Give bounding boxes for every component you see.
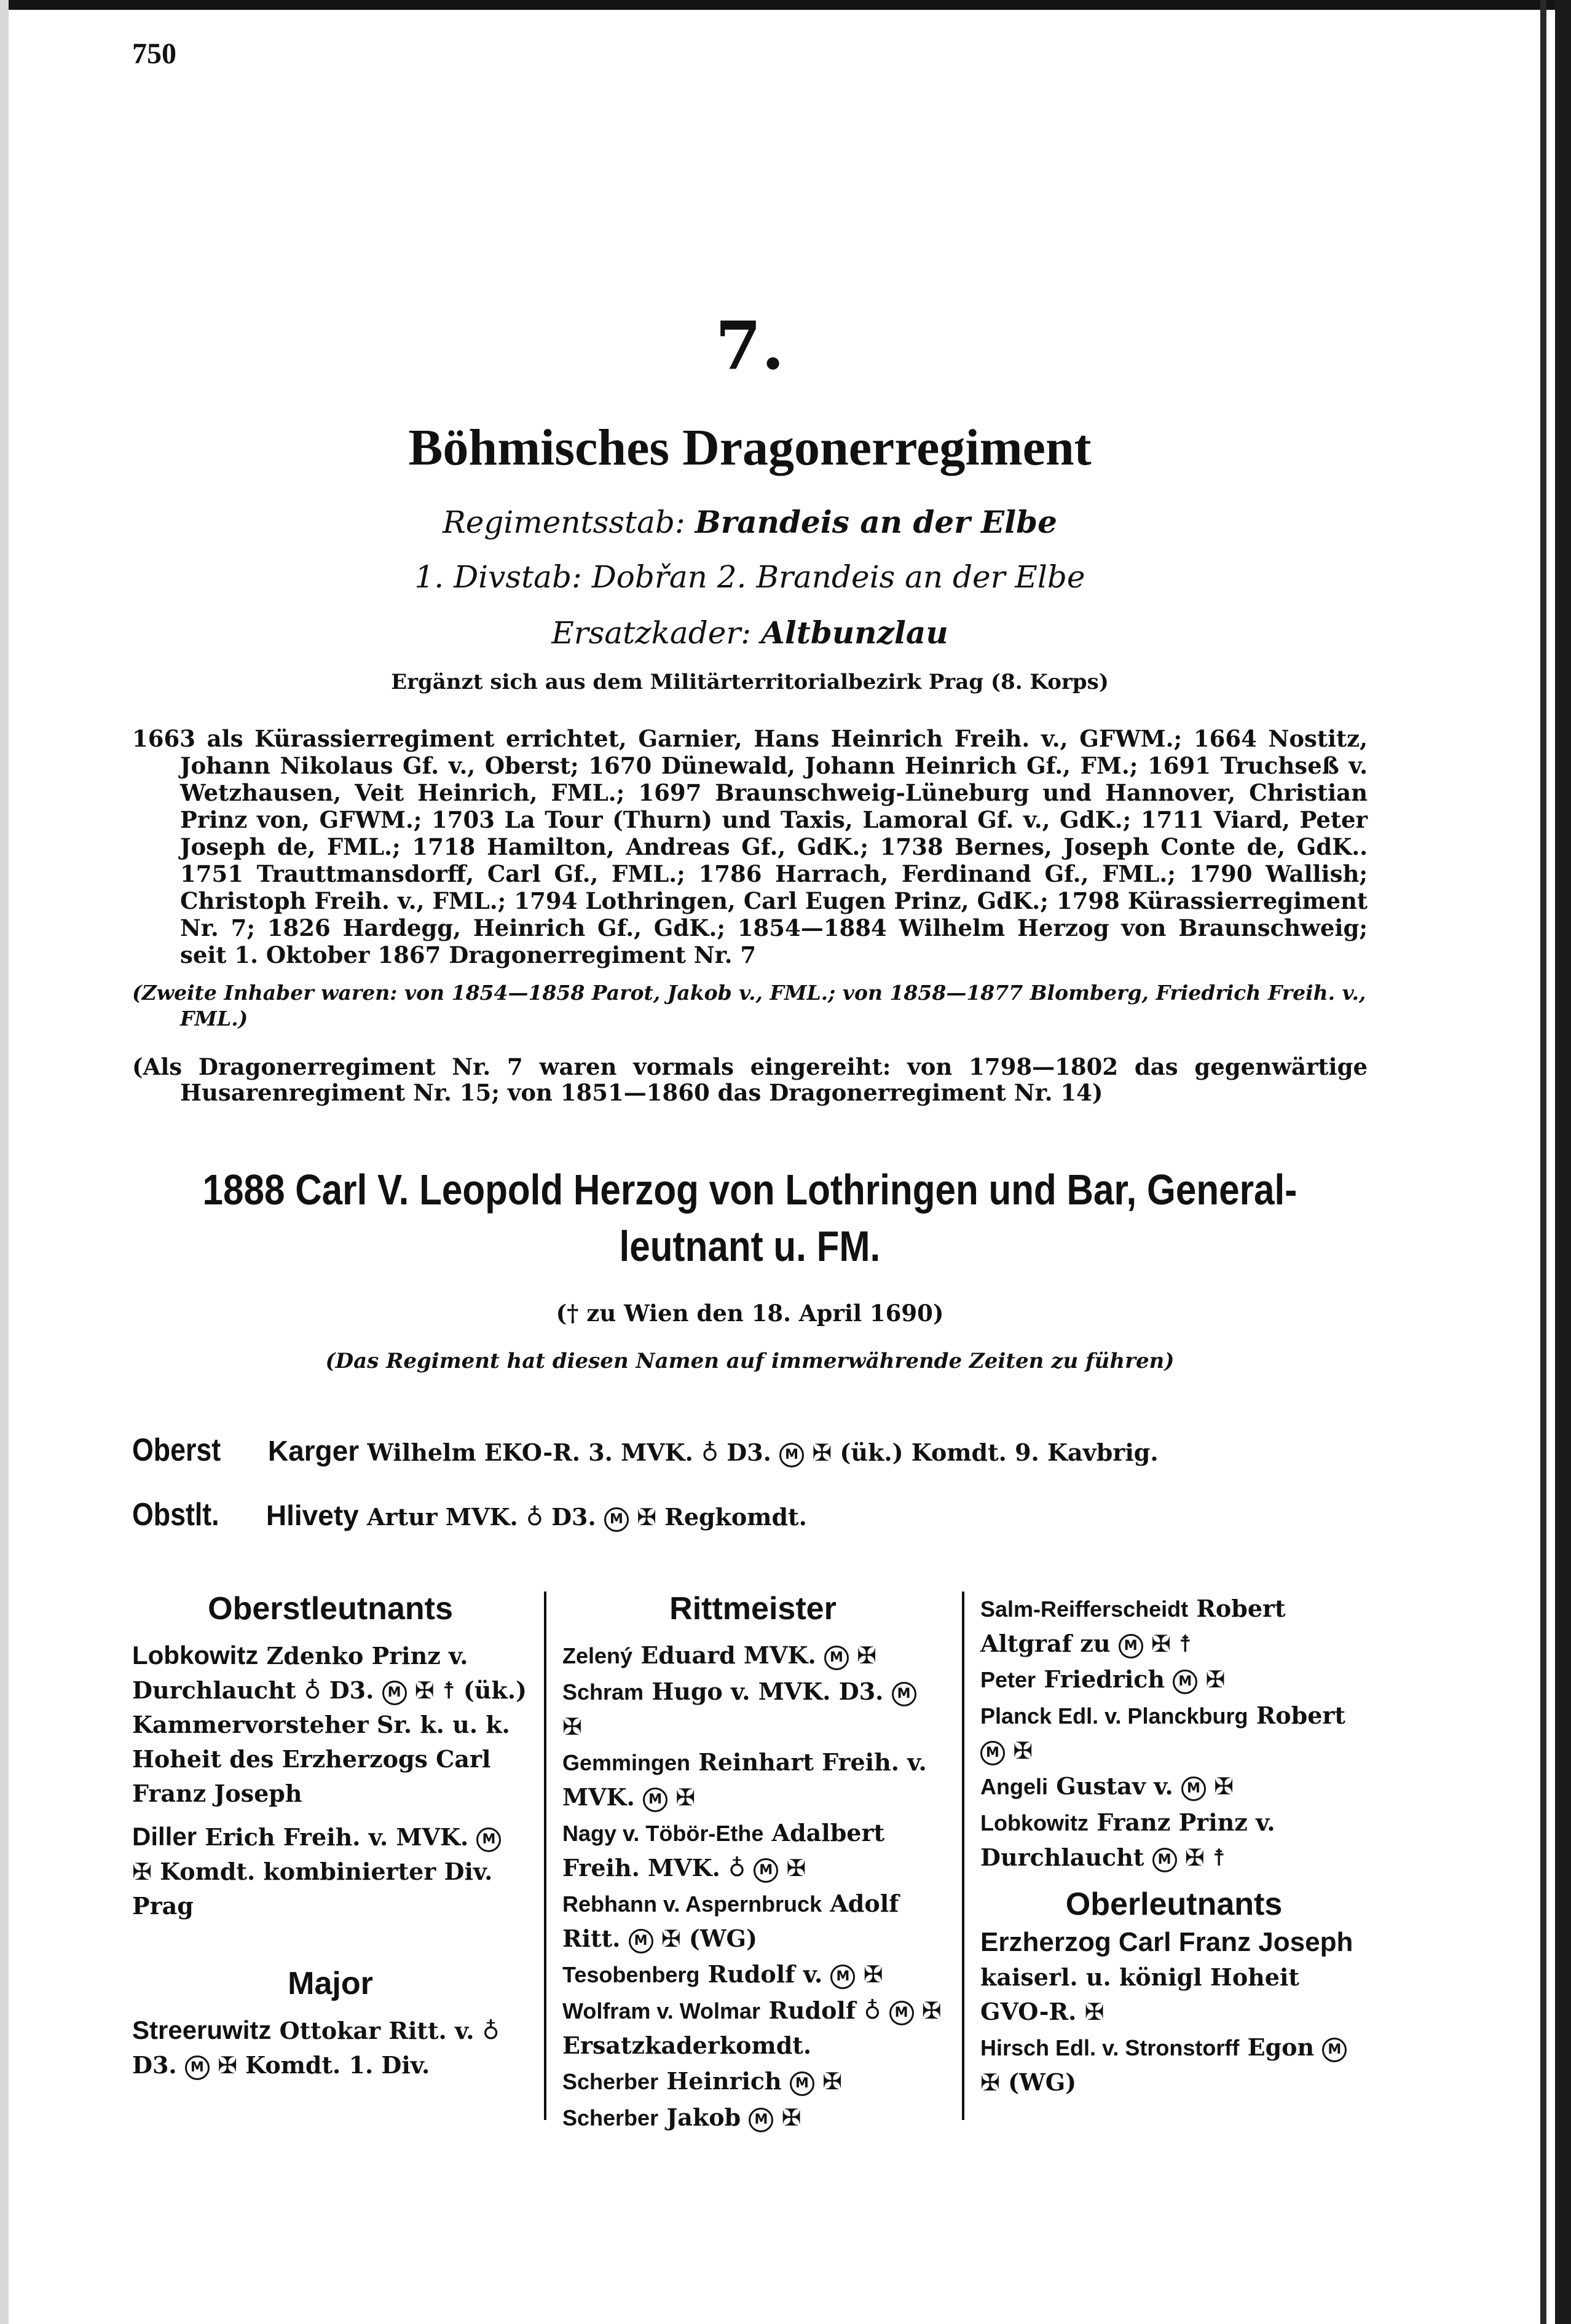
officer-details: Jakob xyxy=(666,2103,741,2131)
order-icon: ♁ xyxy=(526,1504,543,1531)
cross-icon: ✠ xyxy=(863,1961,883,1988)
medal-icon: M xyxy=(382,1681,407,1705)
officer-name: Schram xyxy=(562,1679,644,1705)
officer-name: Scherber xyxy=(562,2105,659,2130)
regiment-number: 7. xyxy=(715,307,785,385)
owner-line-1: 1888 Carl V. Leopold Herzog von Lothringen und Bar, General- xyxy=(202,1166,1297,1214)
medal-icon: M xyxy=(1173,1670,1197,1694)
officer-details: Franz Prinz v. Durchlaucht xyxy=(980,1808,1275,1871)
order-icon: ♁ xyxy=(728,1855,746,1882)
list-item xyxy=(980,1925,1368,2029)
cross-icon: ✠ xyxy=(980,2069,1000,2096)
cross-icon: ✠ xyxy=(812,1439,832,1466)
ersatzkader-line xyxy=(132,614,1368,651)
cross-icon: ✠ xyxy=(562,1713,582,1740)
cross-icon: ✠ xyxy=(786,1855,806,1882)
officer-details: Zdenko Prinz v. Durchlaucht xyxy=(132,1642,468,1704)
officer-assignment: (WG) xyxy=(688,1925,757,1952)
officer-details: Ottokar Ritt. v. xyxy=(279,2017,474,2044)
officer-details: Artur MVK. xyxy=(367,1503,518,1531)
officer-details: Wilhelm EKO-R. 3. MVK. xyxy=(367,1439,693,1466)
officer-assignment: (ük.) Kammervorsteher Sr. k. u. k. Hoheit des Erzherzogs Carl Franz Joseph xyxy=(132,1676,527,1807)
officer-name: Diller xyxy=(132,1822,197,1851)
medal-icon: M xyxy=(476,1827,501,1852)
regimentsstab-line xyxy=(132,504,1368,540)
officer-name: Tesobenberg xyxy=(562,1962,700,1987)
list-item xyxy=(980,1698,1368,1768)
medal-icon: M xyxy=(749,2108,773,2132)
list-item xyxy=(980,1592,1368,1661)
regiment-name-note: (Das Regiment hat diesen Namen auf immerwährende Zeiten zu führen) xyxy=(325,1349,1175,1373)
oberleutnants-heading: Oberleutnants xyxy=(1065,1886,1283,1922)
officer-name: Zelený xyxy=(562,1643,633,1668)
cross-icon: ✠ xyxy=(218,2052,237,2079)
cross-icon: ✠ xyxy=(661,1925,681,1952)
order-icon: ♁ xyxy=(304,1677,321,1704)
officer-name: Angeli xyxy=(980,1774,1049,1799)
list-item xyxy=(562,1957,943,1992)
officer-name: Planck Edl. v. Planckburg xyxy=(980,1703,1248,1729)
order-icon: ♁ xyxy=(482,2017,500,2044)
officer-details: Gustav v. xyxy=(1056,1772,1173,1800)
officer-name: Rebhann v. Aspernbruck xyxy=(562,1891,822,1917)
cross-icon: ✠ xyxy=(132,1858,152,1885)
list-item xyxy=(562,1993,943,2063)
cross-icon: ✠ xyxy=(1151,1630,1171,1657)
cross-icon: ✠ xyxy=(921,1997,942,2024)
cross-icon: ✠ xyxy=(1013,1737,1033,1764)
officer-details: Erich Freih. v. MVK. xyxy=(205,1823,469,1851)
regiment-title: Böhmisches Dragonerregiment xyxy=(408,419,1092,476)
cross2-icon: ☨ xyxy=(1179,1630,1192,1657)
list-item xyxy=(562,1638,943,1673)
medal-icon: M xyxy=(185,2055,210,2080)
column-3 xyxy=(980,1592,1368,2101)
officer-details: Rudolf xyxy=(768,1996,856,2024)
medal-icon: M xyxy=(1119,1634,1143,1659)
decoration-label: D3. xyxy=(132,2051,177,2079)
officer-assignment: Regkomdt. xyxy=(664,1503,807,1531)
scan-border-right xyxy=(1555,0,1571,2324)
list-item xyxy=(980,1662,1368,1697)
decoration-label: D3. xyxy=(726,1439,771,1466)
divstab-line: 1. Divstab: Dobřan 2. Brandeis an der Elbe xyxy=(414,559,1085,595)
officer-columns xyxy=(132,1592,1368,2175)
officer-assignment: (ük.) Komdt. 9. Kavbrig. xyxy=(840,1439,1159,1466)
list-item xyxy=(980,1805,1368,1875)
list-item xyxy=(562,2100,943,2135)
cross-icon: ✠ xyxy=(1205,1666,1226,1693)
list-item xyxy=(132,2013,529,2083)
column-divider xyxy=(544,1592,546,2120)
officer-name: Lobkowitz xyxy=(980,1810,1089,1835)
officer-details: Hugo v. MVK. D3. xyxy=(652,1678,884,1705)
officer-details: Rudolf v. xyxy=(707,1960,823,1988)
officer-details: Reinhart Freih. v. MVK. xyxy=(562,1748,927,1811)
rittmeister-heading: Rittmeister xyxy=(669,1591,837,1627)
cross-icon: ✠ xyxy=(822,2068,842,2095)
order-icon: ♁ xyxy=(701,1439,719,1466)
cross-icon: ✠ xyxy=(1084,1998,1104,2025)
ersatzkader-place: Altbunzlau xyxy=(760,614,948,651)
medal-icon: M xyxy=(643,1788,667,1812)
medal-icon: M xyxy=(980,1741,1005,1765)
cross-icon: ✠ xyxy=(675,1784,696,1811)
officer-name: Karger xyxy=(267,1435,360,1467)
recruitment-note: Ergänzt sich aus dem Militärterritorialbezirk Prag (8. Korps) xyxy=(391,670,1109,694)
medal-icon: M xyxy=(790,2071,814,2096)
column-1 xyxy=(132,1592,529,2084)
officer-assignment: (WG) xyxy=(1008,2068,1077,2096)
officer-name: Peter xyxy=(980,1667,1036,1692)
officer-name: Scherber xyxy=(562,2069,659,2094)
scan-border-right-inner xyxy=(1540,0,1546,2324)
cross2-icon: ☨ xyxy=(1212,1844,1226,1871)
owner-death-note: († zu Wien den 18. April 1690) xyxy=(556,1300,944,1327)
obstlt-line xyxy=(132,1496,1368,1533)
regiment-owner xyxy=(132,1161,1368,1274)
officer-details: Robert Altgraf zu xyxy=(980,1595,1286,1657)
officer-details: Robert xyxy=(1256,1702,1345,1729)
cross-icon: ✠ xyxy=(637,1504,656,1531)
officer-name: Salm-Reifferscheidt xyxy=(980,1596,1189,1622)
officer-name: Lobkowitz xyxy=(132,1641,259,1670)
cross-icon: ✠ xyxy=(414,1677,435,1704)
list-item xyxy=(980,1769,1368,1804)
medal-icon: M xyxy=(1322,2038,1347,2062)
officer-name: Hlivety xyxy=(266,1499,359,1531)
medal-icon: M xyxy=(830,1965,855,1989)
second-owners-note: (Zweite Inhaber waren: von 1854—1858 Parot, Jakob v., FML.; von 1858—1877 Blomberg, Friedrich Freih. v., FML.) xyxy=(132,981,1366,1030)
officer-name: Erzherzog Carl Franz Joseph xyxy=(980,1927,1353,1957)
officer-name: Streeruwitz xyxy=(132,2016,272,2044)
decoration-label: D3. xyxy=(329,1676,374,1704)
earlier-units-note: (Als Dragonerregiment Nr. 7 waren vormals eingereiht: von 1798—1802 das gegenwärtige Husarenregiment Nr. 15; von 1851—1860 das Dragonerregiment Nr. 14) xyxy=(132,1053,1368,1106)
list-item xyxy=(980,2030,1368,2100)
officer-details: Friedrich xyxy=(1044,1665,1165,1693)
regimentsstab-label: Regimentsstab: xyxy=(443,504,685,540)
rank-label: Oberst xyxy=(132,1432,221,1468)
list-item xyxy=(132,1820,529,1923)
medal-icon: M xyxy=(892,1682,916,1706)
officer-details: Egon xyxy=(1247,2033,1315,2061)
scan-border-left xyxy=(0,0,9,2324)
officer-name: Nagy v. Töbör-Ethe xyxy=(562,1821,764,1846)
medal-icon: M xyxy=(889,2001,914,2025)
medal-icon: M xyxy=(629,1929,653,1953)
officer-details: Eduard MVK. xyxy=(640,1641,816,1669)
list-item xyxy=(562,1886,943,1956)
medal-icon: M xyxy=(604,1507,629,1532)
officer-details: kaiserl. u. königl Hoheit GVO-R. xyxy=(980,1963,1299,2025)
officer-name: Hirsch Edl. v. Stronstorff xyxy=(980,2035,1240,2060)
cross-icon: ✠ xyxy=(857,1642,877,1669)
list-item xyxy=(562,1745,943,1815)
officer-assignment: Ersatzkaderkomdt. xyxy=(562,2032,812,2059)
list-item xyxy=(562,1816,943,1885)
officer-details: Heinrich xyxy=(666,2067,782,2095)
decoration-label: D3. xyxy=(551,1503,596,1531)
officer-assignment: Komdt. kombinierter Div. Prag xyxy=(132,1858,493,1920)
medal-icon: M xyxy=(754,1858,778,1883)
column-divider xyxy=(962,1592,964,2120)
regiment-history: 1663 als Kürassierregiment errichtet, Garnier, Hans Heinrich Freih. v., GFWM.; 1664 Nostitz, Johann Nikolaus Gf. v., Oberst; 1670 Dünewald, Johann Heinrich Gf., FM.; 1691 Truchseß v. Wetzhausen, Veit Heinrich, FML.; 1697 Braunschweig-Lüneburg und Hannover, Christian Prinz von, GFWM.; 1703 La Tour (Thurn) und Taxis, Lamoral Gf. v., GdK.; 1711 Viard, Peter Joseph de, FML.; 1718 Hamilton, Andreas Gf., GdK.; 1738 Bernes, Joseph Conte de, GdK.. 1751 Trauttmansdorff, Carl Gf., FML.; 1786 Harrach, Ferdinand Gf., FML.; 1790 Wallish; Christoph Freih. v., FML.; 1794 Lothringen, Carl Eugen Prinz, GdK.; 1798 Kürassierregiment Nr. 7; 1826 Hardegg, Heinrich Gf., GdK.; 1854—1884 Wilhelm Herzog von Braunschweig; seit 1. Oktober 1867 Dragonerregiment Nr. 7 xyxy=(132,725,1368,968)
officer-name: Gemmingen xyxy=(562,1750,691,1775)
medal-icon: M xyxy=(1152,1848,1177,1872)
owner-line-2: leutnant u. FM. xyxy=(619,1222,881,1270)
oberstleutnants-heading: Oberstleutnants xyxy=(208,1591,453,1627)
officer-details: Adalbert Freih. MVK. xyxy=(562,1819,885,1882)
major-heading: Major xyxy=(288,1966,373,2001)
column-2 xyxy=(562,1592,943,2137)
order-icon: ♁ xyxy=(864,1997,881,2024)
cross-icon: ✠ xyxy=(781,2104,801,2131)
ersatzkader-label: Ersatzkader: xyxy=(551,615,752,651)
list-item xyxy=(132,1638,529,1811)
officer-assignment: Komdt. 1. Div. xyxy=(245,2051,430,2079)
medal-icon: M xyxy=(779,1443,804,1467)
officer-name: Wolfram v. Wolmar xyxy=(562,1998,761,2024)
medal-icon: M xyxy=(824,1646,849,1670)
list-item xyxy=(562,2064,943,2099)
list-item xyxy=(562,1674,943,1744)
cross-icon: ✠ xyxy=(1214,1773,1234,1800)
oberst-line xyxy=(132,1432,1368,1469)
cross2-icon: ☨ xyxy=(442,1677,455,1704)
page-number: 750 xyxy=(132,37,176,70)
scan-border-top xyxy=(0,0,1571,10)
rank-label: Obstlt. xyxy=(132,1497,219,1533)
regimentsstab-place: Brandeis an der Elbe xyxy=(695,504,1057,540)
officer-details: Adolf Ritt. xyxy=(562,1890,899,1952)
cross-icon: ✠ xyxy=(1184,1844,1205,1871)
medal-icon: M xyxy=(1181,1776,1206,1801)
